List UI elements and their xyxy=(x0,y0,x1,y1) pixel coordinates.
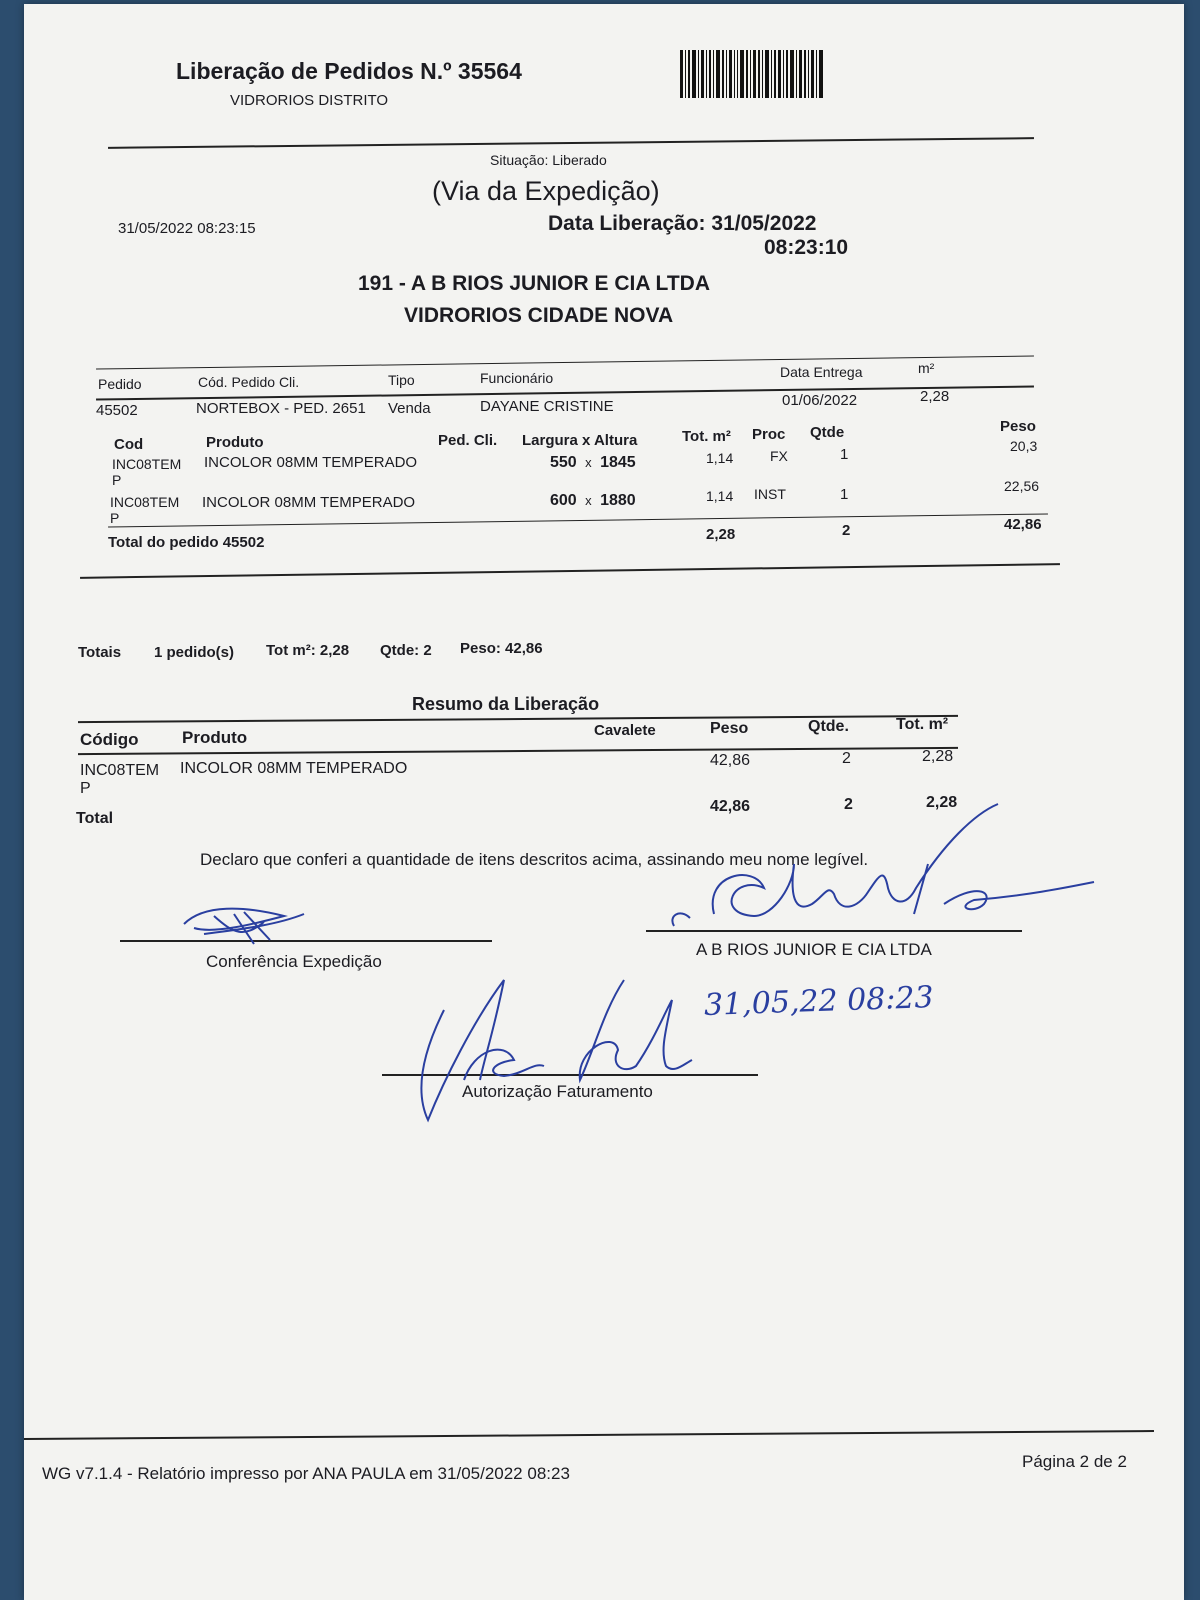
items-col-largura-altura: Largura x Altura xyxy=(522,432,638,449)
client-name: 191 - A B RIOS JUNIOR E CIA LTDA xyxy=(358,272,710,295)
order-section-end-rule xyxy=(80,563,1060,579)
data-liberacao-time: 08:23:10 xyxy=(764,236,849,259)
totais-qtde: Qtde: 2 xyxy=(380,642,432,659)
col-m2: m² xyxy=(918,360,935,376)
col-tipo: Tipo xyxy=(388,372,415,388)
document-page xyxy=(24,4,1184,1600)
resumo-col-tot-m2: Tot. m² xyxy=(896,716,949,733)
totais-pedidos: 1 pedido(s) xyxy=(154,644,235,661)
resumo-title: Resumo da Liberação xyxy=(412,694,600,714)
order-total-m2: 2,28 xyxy=(706,526,736,543)
situacao-text: Situação: Liberado xyxy=(490,152,607,168)
item-2-peso: 22,56 xyxy=(1004,478,1040,494)
order-table-top-rule xyxy=(96,355,1034,369)
items-col-qtde: Qtde xyxy=(810,424,845,441)
items-col-tot-m2: Tot. m² xyxy=(682,428,731,445)
cliente-label: A B RIOS JUNIOR E CIA LTDA xyxy=(696,940,932,959)
order-total-label: Total do pedido 45502 xyxy=(108,534,265,551)
item-1-dimensions: 550 x 1845 xyxy=(550,454,636,471)
items-col-cod: Cod xyxy=(114,436,144,453)
resumo-col-codigo: Código xyxy=(80,730,139,749)
resumo-col-qtde: Qtde. xyxy=(808,718,849,735)
resumo-row-tot-m2: 2,28 xyxy=(922,748,954,765)
item-1-tot-m2: 1,14 xyxy=(706,450,734,466)
order-tipo: Venda xyxy=(388,400,431,417)
totais-m2: Tot m²: 2,28 xyxy=(266,642,350,659)
totais-label: Totais xyxy=(78,644,122,661)
totais-peso: Peso: 42,86 xyxy=(460,640,543,657)
via-title: (Via da Expedição) xyxy=(432,176,660,206)
item-1-qtde: 1 xyxy=(840,446,849,463)
order-data-entrega: 01/06/2022 xyxy=(782,392,858,409)
items-col-produto: Produto xyxy=(206,434,264,451)
item-2-proc: INST xyxy=(754,486,786,502)
order-cod-pedido-cli: NORTEBOX - PED. 2651 xyxy=(196,400,366,417)
item-2-produto: INCOLOR 08MM TEMPERADO xyxy=(202,494,416,511)
items-col-peso: Peso xyxy=(1000,418,1036,435)
resumo-row-codigo: INC08TEM P xyxy=(80,762,160,797)
header-divider xyxy=(108,137,1034,149)
order-funcionario: DAYANE CRISTINE xyxy=(480,398,614,415)
resumo-total-peso: 42,86 xyxy=(710,798,751,815)
order-total-rule xyxy=(108,513,1048,527)
resumo-total-qtde: 2 xyxy=(844,796,853,813)
print-datetime: 31/05/2022 08:23:15 xyxy=(118,220,256,237)
footer-page-number: Página 2 de 2 xyxy=(1022,1452,1127,1471)
col-pedido: Pedido xyxy=(98,376,142,392)
resumo-total-label: Total xyxy=(76,810,114,827)
conferencia-signature xyxy=(174,894,314,954)
resumo-row-qtde: 2 xyxy=(842,750,851,767)
order-total-peso: 42,86 xyxy=(1004,516,1042,533)
resumo-total-tot-m2: 2,28 xyxy=(926,794,958,811)
item-1-cod: INC08TEM P xyxy=(112,456,182,488)
document-title: Liberação de Pedidos N.º 35564 xyxy=(176,58,522,84)
item-1-peso: 20,3 xyxy=(1010,438,1038,454)
order-total-qtde: 2 xyxy=(842,522,851,539)
item-2-tot-m2: 1,14 xyxy=(706,488,734,504)
resumo-row-peso: 42,86 xyxy=(710,752,751,769)
conferencia-label: Conferência Expedição xyxy=(206,952,382,971)
resumo-header-rule xyxy=(78,747,958,755)
item-2-dimensions: 600 x 1880 xyxy=(550,492,636,509)
autorizacao-signature xyxy=(404,970,704,1130)
order-pedido: 45502 xyxy=(96,402,138,419)
resumo-col-peso: Peso xyxy=(710,720,749,737)
data-liberacao: Data Liberação: 31/05/2022 xyxy=(548,212,817,235)
order-m2: 2,28 xyxy=(920,388,950,405)
item-2-qtde: 1 xyxy=(840,486,849,503)
barcode xyxy=(680,50,840,98)
resumo-col-cavalete: Cavalete xyxy=(594,722,656,739)
col-funcionario: Funcionário xyxy=(480,370,554,386)
resumo-col-produto: Produto xyxy=(182,728,248,747)
col-data-entrega: Data Entrega xyxy=(780,364,863,380)
col-cod-pedido-cli: Cód. Pedido Cli. xyxy=(198,374,300,390)
item-1-produto: INCOLOR 08MM TEMPERADO xyxy=(204,454,418,471)
item-2-cod: INC08TEM P xyxy=(110,494,180,526)
autorizacao-label: Autorização Faturamento xyxy=(462,1082,653,1101)
footer-printed-by: WG v7.1.4 - Relatório impresso por ANA PAULA em 31/05/2022 08:23 xyxy=(42,1464,570,1483)
resumo-row-produto: INCOLOR 08MM TEMPERADO xyxy=(180,760,408,777)
item-1-proc: FX xyxy=(770,448,788,464)
client-store: VIDRORIOS CIDADE NOVA xyxy=(404,304,674,327)
items-col-ped-cli: Ped. Cli. xyxy=(438,432,498,449)
items-col-proc: Proc xyxy=(752,426,786,443)
footer-rule xyxy=(24,1430,1154,1440)
company-name: VIDRORIOS DISTRITO xyxy=(230,92,389,109)
declaration-text: Declaro que conferi a quantidade de itens descritos acima, assinando meu nome legível. xyxy=(200,850,869,869)
cliente-signature xyxy=(644,804,1104,944)
handwritten-date: 31,05,22 08:23 xyxy=(703,980,935,1023)
